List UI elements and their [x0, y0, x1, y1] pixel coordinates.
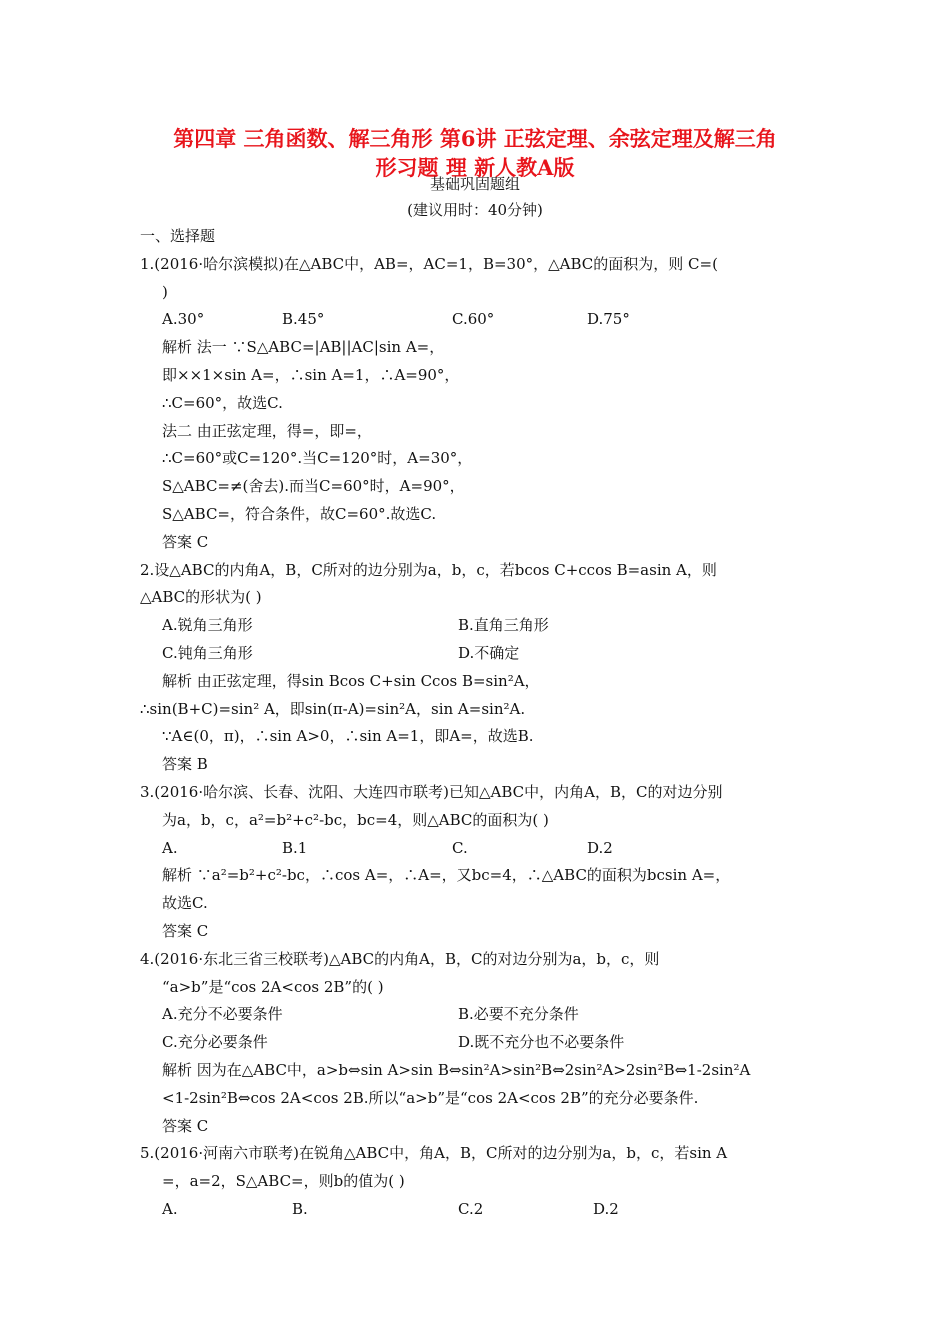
- q3-option-a: A.: [162, 838, 178, 857]
- q2-analysis-1: 解析 由正弦定理，得sin Bcos C+sin Ccos B=sin²A，: [162, 671, 540, 690]
- q2-answer: 答案 B: [162, 755, 208, 774]
- q2-options-row-2: [140, 640, 810, 668]
- q5-options: [140, 1196, 810, 1224]
- q1-answer: 答案 C: [162, 532, 209, 551]
- q1-analysis-6: S△ABC=≠(舍去).而当C=60°时，A=90°，: [162, 477, 465, 496]
- q1-stem-line-2: ): [162, 282, 168, 301]
- q5-stem-line-2: =，a=2，S△ABC=，则b的值为( ): [162, 1172, 405, 1191]
- q4-analysis-1: 解析 因为在△ABC中，a>b⇔sin A>sin B⇔sin²A>sin²B⇔2sin²A>2sin²B⇔1-2sin²A: [162, 1060, 751, 1079]
- q1-analysis-3: ∴C=60°，故选C.: [162, 393, 283, 412]
- q1-analysis-5: ∴C=60°或C=120°.当C=120°时，A=30°，: [162, 449, 473, 468]
- q4-options-row-1: [140, 1001, 810, 1029]
- q1-analysis-2: 即××1×sin A=，∴sin A=1，∴A=90°，: [162, 365, 460, 384]
- q5-option-b: B.: [292, 1199, 308, 1218]
- q1-options: [140, 306, 810, 334]
- q3-analysis-1: 解析 ∵a²=b²+c²-bc，∴cos A=，∴A=，又bc=4，∴△ABC的面积为bcsin A=，: [162, 866, 731, 885]
- q3-answer: 答案 C: [162, 921, 209, 940]
- q3-option-b: B.1: [282, 838, 308, 857]
- q2-option-b: B.直角三角形: [458, 616, 549, 635]
- q5-stem-line-1: 5.(2016·河南六市联考)在锐角△ABC中，角A，B，C所对的边分别为a，b，c，若sin A: [140, 1144, 728, 1163]
- q5-option-c: C.2: [458, 1199, 484, 1218]
- document-subtitle: 基础巩固题组: [429, 175, 520, 193]
- q4-option-a: A.充分不必要条件: [162, 1005, 283, 1024]
- q4-options-row-2: [140, 1029, 810, 1057]
- q4-stem-line-1: 4.(2016·东北三省三校联考)△ABC的内角A，B，C的对边分别为a，b，c，则: [140, 949, 660, 968]
- q1-option-d: D.75°: [587, 310, 630, 329]
- q1-stem-line-1: 1.(2016·哈尔滨模拟)在△ABC中，AB=，AC=1，B=30°，△ABC的面积为，则 C=(: [140, 254, 718, 273]
- title-line-1: 第四章 三角函数、解三角形 第6讲 正弦定理、余弦定理及解三角: [173, 126, 777, 151]
- q4-option-c: C.充分必要条件: [162, 1033, 268, 1052]
- title-line-2: 形习题 理 新人教A版: [375, 155, 575, 180]
- q5-option-a: A.: [162, 1199, 178, 1218]
- q1-option-b: B.45°: [282, 310, 325, 329]
- q2-option-c: C.钝角三角形: [162, 643, 253, 662]
- q1-option-c: C.60°: [452, 310, 495, 329]
- q4-answer: 答案 C: [162, 1116, 209, 1135]
- q3-stem-line-2: 为a，b，c，a²=b²+c²-bc，bc=4，则△ABC的面积为( ): [162, 810, 549, 829]
- q2-options-row-1: [140, 612, 810, 640]
- q4-option-b: B.必要不充分条件: [458, 1005, 579, 1024]
- q2-stem-line-2: △ABC的形状为( ): [140, 588, 262, 607]
- q5-option-d: D.2: [593, 1199, 619, 1218]
- q3-option-c: C.: [452, 838, 468, 857]
- q1-analysis-1: 解析 法一 ∵S△ABC=|AB||AC|sin A=，: [162, 338, 445, 357]
- q1-analysis-7: S△ABC=，符合条件，故C=60°.故选C.: [162, 504, 437, 523]
- q4-stem-line-2: “a>b”是“cos 2A<cos 2B”的( ): [162, 977, 384, 996]
- q4-analysis-2: <1-2sin²B⇔cos 2A<cos 2B.所以“a>b”是“cos 2A<cos 2B”的充分必要条件.: [162, 1088, 699, 1107]
- q2-analysis-3: ∵A∈(0，π)，∴sin A>0，∴sin A=1，即A=，故选B.: [162, 727, 534, 746]
- document-body: [140, 223, 810, 1224]
- q3-stem-line-1: 3.(2016·哈尔滨、长春、沈阳、大连四市联考)已知△ABC中，内角A，B，C的对边分别: [140, 782, 723, 801]
- time-note: (建议用时：40分钟): [407, 201, 543, 219]
- q3-analysis-2: 故选C.: [162, 894, 208, 913]
- q2-analysis-2: ∴sin(B+C)=sin² A，即sin(π-A)=sin²A，sin A=sin²A.: [140, 699, 526, 718]
- q2-option-d: D.不确定: [458, 643, 520, 662]
- q1-option-a: A.30°: [162, 310, 205, 329]
- q4-option-d: D.既不充分也不必要条件: [458, 1033, 625, 1052]
- q2-stem-line-1: 2.设△ABC的内角A，B，C所对的边分别为a，b，c，若bcos C+ccos B=asin A，则: [140, 560, 717, 579]
- q1-analysis-4: 法二 由正弦定理，得=，即=，: [162, 421, 372, 440]
- q3-options: [140, 835, 810, 863]
- section-heading: 一、选择题: [140, 227, 216, 245]
- q3-option-d: D.2: [587, 838, 613, 857]
- q2-option-a: A.锐角三角形: [162, 616, 253, 635]
